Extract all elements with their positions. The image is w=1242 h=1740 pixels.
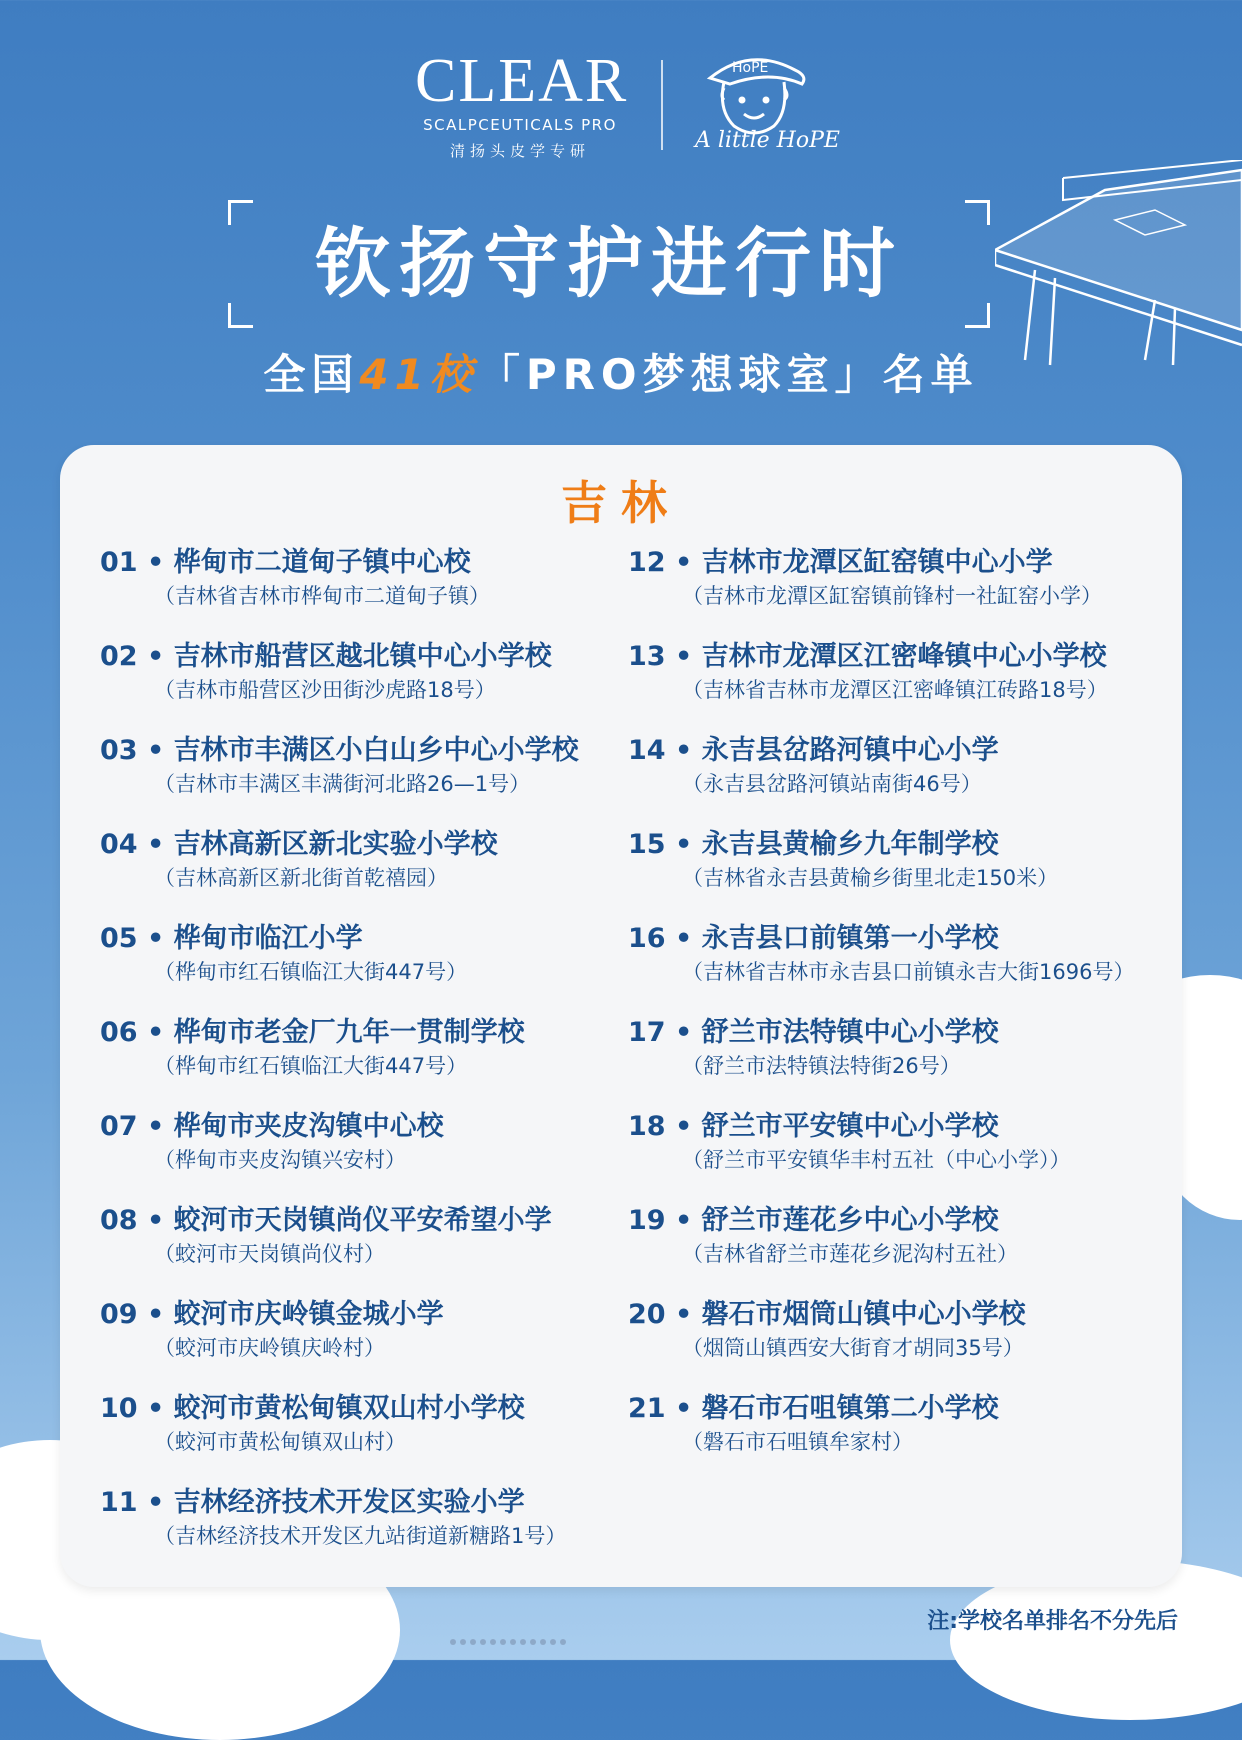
logo-divider [661, 60, 663, 150]
school-entry [100, 1015, 620, 1109]
bullet-separator: • [137, 1017, 174, 1048]
school-entry [628, 1109, 1148, 1203]
school-entry [100, 1485, 620, 1579]
school-entry [628, 639, 1148, 733]
school-name-line [100, 1109, 620, 1145]
school-number: 03 [100, 735, 138, 766]
school-address: （吉林省舒兰市莲花乡泥沟村五社） [682, 1242, 1018, 1266]
school-name: 蛟河市天岗镇尚仪平安希望小学 [173, 1205, 552, 1236]
school-address: （吉林省吉林市龙潭区江密峰镇江砖路18号） [682, 678, 1108, 702]
subtitle-count: 41校 [359, 350, 478, 399]
bullet-separator: • [665, 1393, 702, 1424]
school-list-right-column [628, 545, 1148, 1485]
school-number: 05 [100, 923, 138, 954]
school-name: 桦甸市二道甸子镇中心校 [173, 547, 471, 578]
school-name-line [100, 1203, 620, 1239]
school-entry [100, 733, 620, 827]
school-name: 吉林高新区新北实验小学校 [173, 829, 498, 860]
school-number: 21 [628, 1393, 666, 1424]
school-address: （桦甸市红石镇临江大街447号） [154, 960, 468, 984]
school-name-line [100, 545, 620, 581]
bullet-separator: • [665, 1111, 702, 1142]
page-title: 钦扬守护进行时 [315, 219, 903, 308]
bullet-separator: • [137, 1299, 174, 1330]
school-name: 吉林市丰满区小白山乡中心小学校 [173, 735, 579, 766]
school-number: 01 [100, 547, 138, 578]
school-list-left-column [100, 545, 620, 1579]
clear-brand-name: CLEAR [415, 47, 629, 115]
school-number: 14 [628, 735, 666, 766]
school-number: 20 [628, 1299, 666, 1330]
school-name: 磐石市石咀镇第二小学校 [701, 1393, 999, 1424]
school-name-line [100, 639, 620, 675]
school-number: 10 [100, 1393, 138, 1424]
bullet-separator: • [137, 1393, 174, 1424]
school-name-line [628, 733, 1148, 769]
school-address: （吉林省吉林市永吉县口前镇永吉大街1696号） [682, 960, 1135, 984]
school-number: 16 [628, 923, 666, 954]
school-name-line [100, 1485, 620, 1521]
province-heading: 吉林 [561, 476, 681, 530]
school-address: （烟筒山镇西安大街育才胡同35号） [682, 1336, 1024, 1360]
school-name-line [100, 827, 620, 863]
school-entry [100, 1391, 620, 1485]
school-name-line [628, 827, 1148, 863]
bullet-separator: • [137, 1487, 174, 1518]
bullet-separator: • [137, 829, 174, 860]
school-address: （永吉县岔路河镇站南街46号） [682, 772, 982, 796]
school-entry [100, 1109, 620, 1203]
school-name: 桦甸市临江小学 [173, 923, 363, 954]
subtitle-suffix: 「PRO梦想球室」名单 [477, 350, 979, 399]
school-address: （吉林市丰满区丰满街河北路26—1号） [154, 772, 531, 796]
school-number: 02 [100, 641, 138, 672]
school-name-line [628, 545, 1148, 581]
bullet-separator: • [665, 547, 702, 578]
school-address: （吉林市船营区沙田街沙虎路18号） [154, 678, 496, 702]
bullet-separator: • [665, 923, 702, 954]
school-name: 舒兰市莲花乡中心小学校 [701, 1205, 999, 1236]
bullet-separator: • [137, 1205, 174, 1236]
logo-area [0, 48, 1242, 168]
school-entry [628, 1297, 1148, 1391]
school-name-line [100, 1391, 620, 1427]
school-number: 12 [628, 547, 666, 578]
school-entry [100, 1297, 620, 1391]
school-name: 舒兰市平安镇中心小学校 [701, 1111, 999, 1142]
school-entry [628, 921, 1148, 1015]
school-name: 桦甸市老金厂九年一贯制学校 [173, 1017, 525, 1048]
bullet-separator: • [665, 1205, 702, 1236]
school-name: 永吉县岔路河镇中心小学 [701, 735, 999, 766]
school-number: 06 [100, 1017, 138, 1048]
bullet-separator: • [137, 923, 174, 954]
school-entry [100, 827, 620, 921]
school-number: 15 [628, 829, 666, 860]
school-entry [628, 545, 1148, 639]
school-entry [100, 1203, 620, 1297]
school-entry [628, 1015, 1148, 1109]
bullet-separator: • [137, 735, 174, 766]
school-name-line [628, 921, 1148, 957]
school-address: （吉林省永吉县黄榆乡街里北走150米） [682, 866, 1059, 890]
school-number: 18 [628, 1111, 666, 1142]
school-name: 舒兰市法特镇中心小学校 [701, 1017, 999, 1048]
school-name-line [628, 1391, 1148, 1427]
school-number: 08 [100, 1205, 138, 1236]
school-number: 09 [100, 1299, 138, 1330]
school-name: 磐石市烟筒山镇中心小学校 [701, 1299, 1026, 1330]
school-entry [628, 827, 1148, 921]
clear-logo [415, 47, 629, 161]
bullet-separator: • [665, 829, 702, 860]
school-address: （吉林经济技术开发区九站街道新糖路1号） [154, 1524, 567, 1548]
clear-brand-cn: 清扬头皮学专研 [449, 142, 590, 160]
school-entry [628, 733, 1148, 827]
school-address: （舒兰市法特镇法特街26号） [682, 1054, 961, 1078]
footnote: 注:学校名单排名不分先后 [927, 1609, 1178, 1634]
school-address: （蛟河市天岗镇尚仪村） [154, 1242, 385, 1266]
school-name: 吉林经济技术开发区实验小学 [173, 1487, 525, 1518]
school-address: （磐石市石咀镇牟家村） [682, 1430, 913, 1454]
school-address: （吉林省吉林市桦甸市二道甸子镇） [154, 584, 490, 608]
school-entry [100, 921, 620, 1015]
ping-pong-table-icon [995, 160, 1242, 370]
school-address: （吉林市龙潭区缸窑镇前锋村一社缸窑小学） [682, 584, 1102, 608]
school-name: 蛟河市黄松甸镇双山村小学校 [173, 1393, 525, 1424]
bullet-separator: • [665, 1017, 702, 1048]
school-name-line [100, 921, 620, 957]
school-name: 吉林市龙潭区江密峰镇中心小学校 [701, 641, 1107, 672]
school-entry [628, 1203, 1148, 1297]
bullet-separator: • [137, 547, 174, 578]
school-name: 吉林市龙潭区缸窑镇中心小学 [701, 547, 1053, 578]
school-address: （蛟河市庆岭镇庆岭村） [154, 1336, 385, 1360]
bullet-separator: • [665, 735, 702, 766]
bullet-separator: • [665, 641, 702, 672]
school-number: 04 [100, 829, 138, 860]
hope-label: A little HoPE [695, 128, 840, 153]
school-name: 永吉县口前镇第一小学校 [701, 923, 999, 954]
school-list-card [60, 445, 1182, 1587]
school-name-line [628, 1203, 1148, 1239]
school-name-line [628, 1297, 1148, 1333]
school-entry [628, 1391, 1148, 1485]
school-name-line [628, 1109, 1148, 1145]
school-name: 吉林市船营区越北镇中心小学校 [173, 641, 552, 672]
school-address: （吉林高新区新北街首乾禧园） [154, 866, 448, 890]
school-number: 19 [628, 1205, 666, 1236]
title-frame [228, 200, 990, 328]
bullet-separator: • [137, 641, 174, 672]
school-entry [100, 545, 620, 639]
bullet-separator: • [665, 1299, 702, 1330]
bullet-separator: • [137, 1111, 174, 1142]
school-number: 11 [100, 1487, 138, 1518]
school-name-line [628, 1015, 1148, 1051]
school-name: 桦甸市夹皮沟镇中心校 [173, 1111, 444, 1142]
page-subtitle [0, 342, 1242, 402]
school-entry [100, 639, 620, 733]
school-number: 17 [628, 1017, 666, 1048]
school-name: 永吉县黄榆乡九年制学校 [701, 829, 999, 860]
school-address: （舒兰市平安镇华丰村五社（中心小学）） [682, 1148, 1071, 1172]
school-address: （桦甸市夹皮沟镇兴安村） [154, 1148, 406, 1172]
page-indicator [450, 1630, 570, 1636]
hope-cap-text: HoPE [732, 60, 769, 76]
school-name: 蛟河市庆岭镇金城小学 [173, 1299, 444, 1330]
school-address: （蛟河市黄松甸镇双山村） [154, 1430, 406, 1454]
school-name-line [100, 1015, 620, 1051]
clear-brand-sub: SCALPCEUTICALS PRO [423, 116, 617, 134]
school-number: 07 [100, 1111, 138, 1142]
school-name-line [100, 1297, 620, 1333]
school-address: （桦甸市红石镇临江大街447号） [154, 1054, 468, 1078]
school-name-line [628, 639, 1148, 675]
subtitle-prefix: 全国 [263, 350, 360, 399]
school-name-line [100, 733, 620, 769]
school-number: 13 [628, 641, 666, 672]
